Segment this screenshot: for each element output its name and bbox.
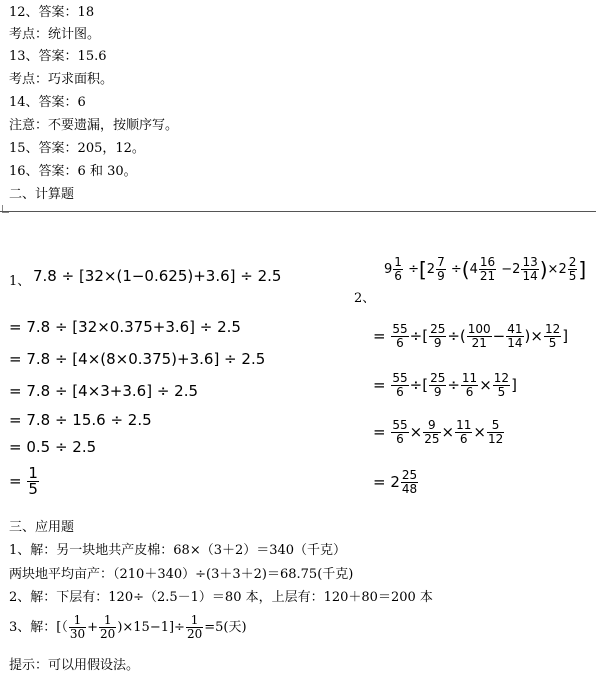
operator: ÷ [450,262,462,277]
point-13: 考点：巧求面积。 [9,72,114,87]
operator: ÷ [447,376,460,394]
operator: − [492,327,506,345]
fraction [455,419,472,446]
frac-num: 12 [493,371,510,385]
problem-2-label: 2、 [354,291,376,306]
frac-num: 12 [544,322,561,336]
operator: ÷[ [409,327,429,345]
fraction [467,323,492,350]
frac-den: 5 [497,385,506,399]
fraction [69,614,86,641]
problem-2-result [373,469,419,496]
operator: × [441,423,455,441]
problem-1-label: 1、 [9,274,31,289]
mixed-frac [521,256,538,283]
frac-num: 1 [186,614,203,628]
operator: ÷ [408,262,419,277]
close-paren: ) [539,257,548,282]
fraction [423,419,440,446]
answer-13: 13、答案：15.6 [9,49,107,64]
fraction [429,372,446,399]
frac-den: 21 [479,269,496,283]
frac-num: 16 [479,255,496,269]
mixed-whole: 9 [384,262,393,277]
problem-2-step-2 [373,372,517,399]
frac-num: 1 [69,614,86,628]
frac-den: 6 [396,432,404,446]
fraction [99,614,116,641]
open-paren: ( [461,257,470,282]
frac-num: 55 [392,418,408,432]
frac-den: 6 [396,336,404,350]
frac-num: 55 [392,322,408,336]
applied-line-3: 2、解：下层有：120÷（2.5－1）＝80 本，上层有：120＋80＝200 本 [9,590,433,605]
frac-den: 6 [394,269,402,283]
mixed-frac [401,469,418,496]
problem-2-step-1 [373,323,568,350]
close-bracket: ] [578,257,587,282]
frac-num: 13 [522,255,538,269]
problem-1-step-3: = 7.8 ÷ [4×3+3.6] ÷ 2.5 [9,382,199,400]
frac-num: 2 [568,255,577,269]
mixed-whole: 2 [512,262,521,277]
open-bracket: [ [418,257,427,282]
section-calc-title: 二、计算题 [9,187,75,202]
frac-num: 1 [394,255,402,269]
equals-sign: = [373,423,386,441]
operator: × [473,423,486,441]
frac-den: 9 [437,269,445,283]
frac-den: 48 [401,482,418,496]
fraction [186,614,203,641]
operator: − [501,262,513,277]
equals-sign: = [373,327,386,345]
text-suffix: =5(天) [204,620,247,635]
problem-1-result [9,466,40,497]
fraction [429,323,446,350]
mixed-whole: 2 [426,262,436,277]
fraction [391,372,408,399]
mixed-frac [479,256,496,283]
frac-den: 30 [69,627,86,641]
equals-sign: = [9,472,22,490]
operator: )×15−1]÷ [117,620,185,635]
fraction [544,323,561,350]
mixed-whole: 2 [558,262,567,277]
frac-den: 6 [465,385,474,399]
frac-num: 1 [99,614,116,628]
applied-line-4 [9,614,247,641]
page-divider [0,211,596,212]
mixed-frac [393,256,403,283]
problem-1-step-2: = 7.8 ÷ [4×(8×0.375)+3.6] ÷ 2.5 [9,350,266,368]
frac-den: 9 [433,336,442,350]
fraction [461,372,478,399]
fraction [391,419,408,446]
applied-line-2: 两块地平均亩产：（210＋340）÷(3＋3＋2)＝68.75(千克) [9,567,354,582]
frac-den: 5 [548,336,557,350]
frac-den: 20 [100,627,116,641]
frac-den: 14 [522,269,538,283]
equals-sign: = [373,473,386,491]
point-12: 考点：统计图。 [9,27,101,42]
operator: ÷[ [409,376,429,394]
fraction [391,323,408,350]
applied-line-1: 1、解：另一块地共产皮棉：68×（3＋2）＝340（千克） [9,543,347,558]
frac-den: 20 [186,627,203,641]
frac-den: 6 [459,432,468,446]
frac-den: 6 [396,385,404,399]
operator: × [409,423,423,441]
fraction [493,372,510,399]
frac-num: 25 [430,371,446,385]
frac-num: 25 [430,322,446,336]
problem-2-expression [384,256,586,283]
mixed-whole: 4 [469,262,478,277]
frac-num: 41 [507,322,523,336]
frac-num: 55 [392,371,408,385]
operator: ] [511,376,517,394]
fraction-numerator: 1 [28,464,38,482]
problem-1-expression: 7.8 ÷ [32×(1−0.625)+3.6] ÷ 2.5 [33,267,282,285]
frac-den: 5 [568,269,577,283]
answer-14: 14、答案：6 [9,95,86,110]
text-prefix: 3、解：[（ [9,620,68,635]
result-fraction [27,466,39,497]
problem-1-step-5: = 0.5 ÷ 2.5 [9,438,97,456]
frac-num: 100 [467,322,491,336]
mixed-frac [436,256,446,283]
operator: ÷( [447,327,466,345]
fraction [506,323,523,350]
note-14: 注意：不要遗漏，按顺序写。 [9,118,179,133]
frac-num: 5 [487,419,504,433]
frac-den: 9 [433,385,442,399]
frac-num: 25 [401,468,418,482]
operator: + [87,620,99,635]
operator: ] [562,327,569,345]
answer-16: 16、答案：6 和 30。 [9,164,137,179]
operator: )× [524,327,543,345]
operator: × [479,376,492,394]
problem-1-step-1: = 7.8 ÷ [32×0.375+3.6] ÷ 2.5 [9,318,241,336]
answer-15: 15、答案：205，12。 [9,141,145,156]
frac-num: 11 [456,418,472,432]
frac-den: 21 [471,336,487,350]
problem-1-step-4: = 7.8 ÷ 15.6 ÷ 2.5 [9,411,152,429]
frac-num: 7 [437,255,445,269]
equals-sign: = [373,376,386,394]
frac-den: 14 [507,336,523,350]
section-applied-title: 三、应用题 [9,520,75,535]
frac-num: 9 [423,419,440,433]
frac-den: 25 [424,432,440,446]
answer-12: 12、答案：18 [9,5,95,20]
fraction-denominator: 5 [28,480,38,498]
operator: × [547,262,559,277]
frac-num: 11 [461,371,478,385]
problem-2-step-3 [373,419,505,446]
frac-den: 12 [487,432,504,446]
mixed-frac [568,256,578,283]
mixed-whole: 2 [390,473,400,491]
fraction [487,419,504,446]
hint-line: 提示：可以用假设法。 [9,658,140,673]
